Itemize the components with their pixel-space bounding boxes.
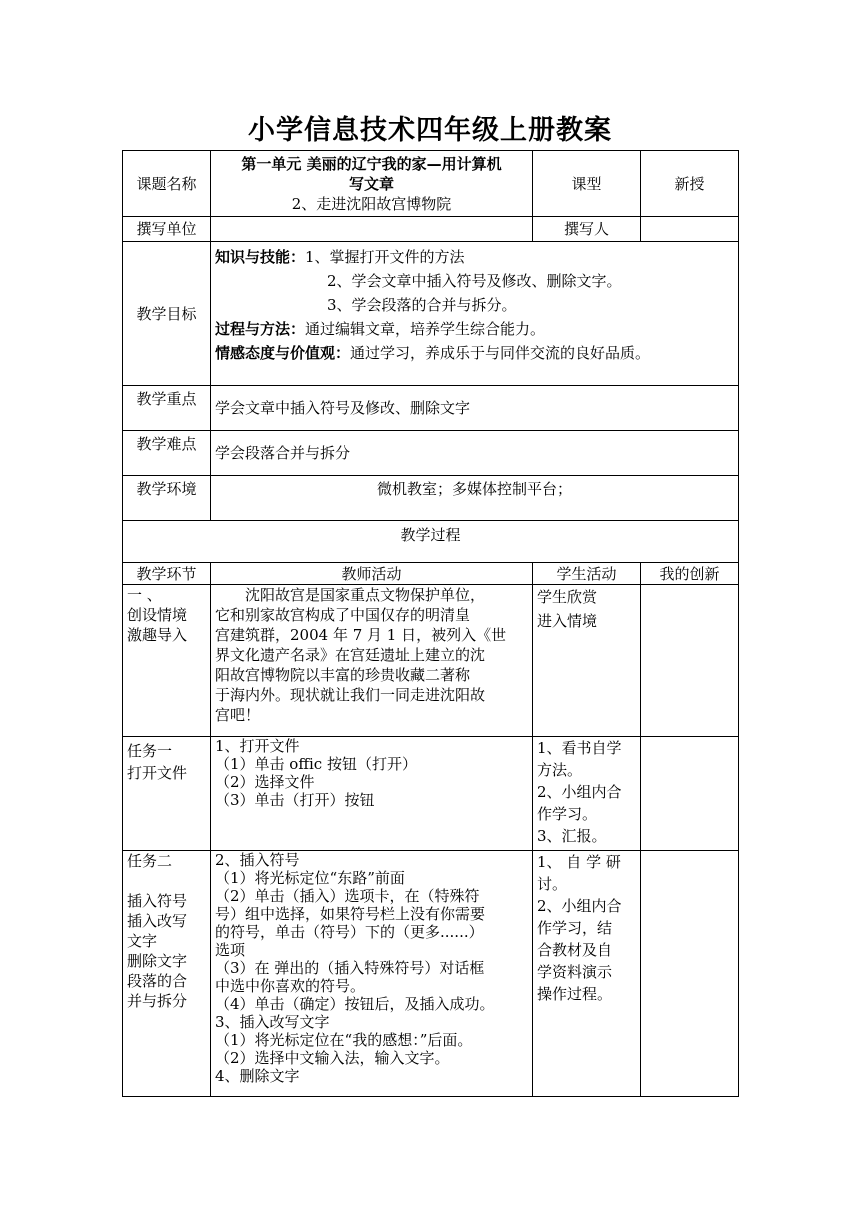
goals-row [123, 242, 739, 386]
lesson-plan-table [122, 150, 739, 1097]
author-person-value [641, 217, 739, 242]
teacher-activity-cell: 1、打开文件 （1）单击 offic 按钮（打开） （2）选择文件 （3）单击（打开）按钮 [211, 737, 533, 851]
phase-cell: 任务一 打开文件 [123, 737, 211, 851]
col-innovation: 我的创新 [641, 563, 739, 585]
unit-line-1: 第一单元 美丽的辽宁我的家—用计算机 [241, 154, 502, 173]
col-student: 学生活动 [533, 563, 641, 585]
goals-content [211, 242, 739, 386]
innovation-cell [641, 737, 739, 851]
author-unit-label: 撰写单位 [123, 217, 211, 242]
key-point-text: 学会文章中插入符号及修改、删除文字 [211, 386, 739, 431]
author-unit-value [211, 217, 533, 242]
type-label: 课型 [533, 151, 641, 217]
process-method-text: 通过编辑文章，培养学生综合能力。 [305, 320, 546, 338]
environment-text: 微机教室；多媒体控制平台； [211, 476, 739, 521]
topic-row [123, 151, 739, 217]
student-activity-cell: 1、 自 学 研 讨。 2、小组内合 作学习，结 合教材及自 学资料演示 操作过程。 [533, 851, 641, 1097]
phase-cell: 任务二 插入符号 插入改写 文字 删除文字 段落的合 并与拆分 [123, 851, 211, 1097]
topic-label: 课题名称 [123, 151, 211, 217]
attitude-label: 情感态度与价值观： [215, 344, 351, 362]
key-point-label: 教学重点 [123, 386, 211, 431]
key-point-row [123, 386, 739, 431]
difficulty-row [123, 431, 739, 476]
process-header-row [123, 521, 739, 563]
knowledge-label: 知识与技能： [215, 248, 306, 266]
author-row [123, 217, 739, 242]
attitude-text: 通过学习，养成乐于与同伴交流的良好品质。 [350, 344, 651, 362]
difficulty-label: 教学难点 [123, 431, 211, 476]
process-row-task1 [123, 737, 739, 851]
col-phase: 教学环节 [123, 563, 211, 585]
student-activity-cell: 学生欣赏 进入情境 [533, 585, 641, 737]
process-row-task2 [123, 851, 739, 1097]
knowledge-item-3: 3、学会段落的合并与拆分。 [327, 296, 517, 314]
process-row-intro [123, 585, 739, 737]
document-title: 小学信息技术四年级上册教案 [248, 115, 612, 146]
knowledge-item-1: 1、掌握打开文件的方法 [305, 248, 465, 266]
topic-value [211, 151, 533, 217]
environment-label: 教学环境 [123, 476, 211, 521]
lesson-name: 2、走进沈阳故宫博物院 [291, 194, 452, 213]
phase-cell: 一 、 创设情境 激趣导入 [123, 585, 211, 737]
author-person-label: 撰写人 [533, 217, 641, 242]
type-value: 新授 [641, 151, 739, 217]
goals-label: 教学目标 [123, 242, 211, 386]
process-header: 教学过程 [123, 521, 739, 563]
unit-line-2: 写文章 [348, 174, 394, 193]
student-activity-cell: 1、看书自学 方法。 2、小组内合 作学习。 3、汇报。 [533, 737, 641, 851]
teacher-activity-cell: 沈阳故宫是国家重点文物保护单位， 它和别家故宫构成了中国仅存的明清皇 宫建筑群，2004 年 7 月 1 日，被列入《世 界文化遗产名录》在宫廷遗址上建立的沈 阳故宫博物院以丰富的珍贵收藏二著称 于海内外。现状就让我们一同走进沈阳故 宫吧！ [211, 585, 533, 737]
col-teacher: 教师活动 [211, 563, 533, 585]
process-method-label: 过程与方法： [215, 320, 306, 338]
innovation-cell [641, 851, 739, 1097]
teacher-activity-cell: 2、插入符号 （1）将光标定位“东路”前面 （2）单击（插入）选项卡，在（特殊符 号）组中选择，如果符号栏上没有你需要 的符号，单击（符号）下的（更多......） 选项 （3）在 弹出的（插入特殊符号）对话框 中选中你喜欢的符号。 （4）单击（确定）按钮后，及插入成功。 3、插入改写文字 （1）将光标定位在“我的感想：”后面。 （2）选择中文输入法，输入文字。 4、删除文字 [211, 851, 533, 1097]
innovation-cell [641, 585, 739, 737]
column-header-row [123, 563, 739, 585]
knowledge-item-2: 2、学会文章中插入符号及修改、删除文字。 [327, 272, 622, 290]
difficulty-text: 学会段落合并与拆分 [211, 431, 739, 476]
environment-row [123, 476, 739, 521]
